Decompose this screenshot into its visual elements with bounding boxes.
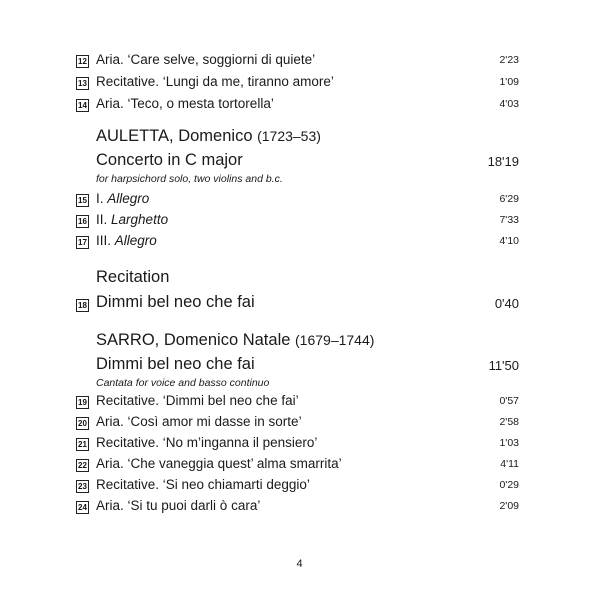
- track-duration: 2'23: [499, 54, 519, 66]
- track-duration: 2'09: [499, 500, 519, 512]
- instrumentation-note: Cantata for voice and basso continuo: [96, 377, 270, 389]
- track-title: Recitative. ‘Lungi da me, tiranno amore’: [96, 74, 334, 89]
- track-number-badge: 17: [76, 236, 89, 249]
- track-number-badge: 12: [76, 55, 89, 68]
- track-title: Recitative. ‘Si neo chiamarti deggio’: [96, 477, 310, 492]
- track-duration: 1'09: [499, 76, 519, 88]
- composer-name: AULETTA, Domenico: [96, 127, 253, 145]
- track-number-badge: 22: [76, 459, 89, 472]
- page-number: 4: [296, 558, 303, 570]
- track-duration: 4'03: [499, 98, 519, 110]
- track-duration: 4'11: [500, 458, 519, 470]
- track-number-badge: 19: [76, 396, 89, 409]
- track-number-badge: 15: [76, 194, 89, 207]
- movement-number: II.: [96, 212, 108, 227]
- composer-name: SARRO, Domenico Natale: [96, 331, 291, 349]
- track-duration: 7'33: [499, 214, 519, 226]
- track-duration: 6'29: [499, 193, 519, 205]
- track-title: Aria. ‘Così amor mi dasse in sorte’: [96, 414, 302, 429]
- movement-title: Larghetto: [111, 212, 169, 227]
- track-number-badge: 24: [76, 501, 89, 514]
- track-duration: 2'58: [499, 416, 519, 428]
- track-number-badge: 23: [76, 480, 89, 493]
- track-title: Aria. ‘Che vaneggia quest’ alma smarrita’: [96, 456, 342, 471]
- work-total-duration: 18'19: [487, 154, 519, 169]
- track-title: Aria. ‘Si tu puoi darli ò cara’: [96, 498, 261, 513]
- work-title: Concerto in C major: [96, 151, 243, 169]
- track-title: Recitative. ‘Dimmi bel neo che fai’: [96, 393, 299, 408]
- movement-number: I.: [96, 191, 104, 206]
- section-title: Recitation: [96, 268, 170, 286]
- instrumentation-note: for harpsichord solo, two violins and b.c.: [96, 173, 283, 185]
- work-title: Dimmi bel neo che fai: [96, 355, 255, 373]
- movement-number: III.: [96, 233, 112, 248]
- composer-dates: (1679–1744): [295, 332, 375, 348]
- composer-dates: (1723–53): [257, 128, 321, 144]
- track-number-badge: 16: [76, 215, 89, 228]
- track-duration: 0'40: [494, 296, 519, 311]
- movement-title: Allegro: [107, 191, 150, 206]
- track-title: Recitative. ‘No m’inganna il pensiero’: [96, 435, 318, 450]
- track-number-badge: 14: [76, 99, 89, 112]
- track-title: Aria. ‘Teco, o mesta tortorella’: [96, 96, 274, 111]
- track-number-badge: 21: [76, 438, 89, 451]
- track-duration: 0'57: [499, 395, 519, 407]
- work-title: Dimmi bel neo che fai: [96, 293, 255, 311]
- track-number-badge: 18: [76, 299, 89, 312]
- work-total-duration: 11'50: [488, 358, 519, 373]
- track-number-badge: 13: [76, 77, 89, 90]
- track-number-badge: 20: [76, 417, 89, 430]
- track-duration: 4'10: [499, 235, 519, 247]
- track-duration: 1'03: [499, 437, 519, 449]
- movement-title: Allegro: [114, 233, 157, 248]
- track-title: Aria. ‘Care selve, soggiorni di quiete’: [96, 52, 316, 67]
- track-duration: 0'29: [499, 479, 519, 491]
